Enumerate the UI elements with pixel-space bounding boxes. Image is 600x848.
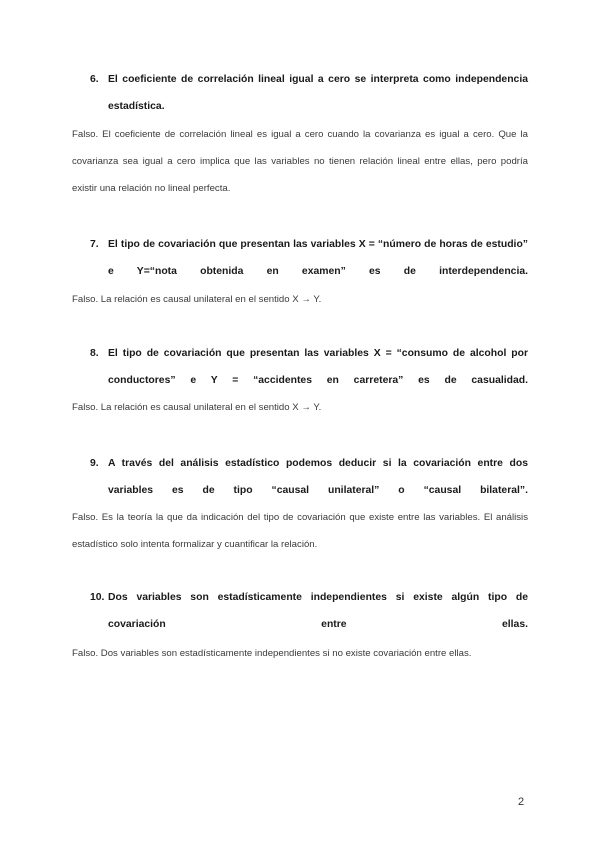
question-number: 7. (90, 239, 99, 250)
question-number: 9. (90, 458, 99, 469)
question-number: 10. (90, 592, 105, 603)
page-number: 2 (518, 796, 525, 808)
question-text: El coeficiente de correlación lineal igual a cero se interpreta como independencia estadística. (108, 74, 528, 112)
question-number: 6. (90, 74, 99, 85)
answer-7: Falso. La relación es causal unilateral en el sentido X → Y. (72, 294, 322, 305)
question-text: Dos variables son estadísticamente independientes si existe algún tipo de covariación entre ellas. (108, 592, 528, 630)
answer-8: Falso. La relación es causal unilateral en el sentido X → Y. (72, 402, 322, 413)
answer-9: Falso. Es la teoría la que da indicación del tipo de covariación que existe entre las variables. El análisis estadístico solo intenta formalizar y cuantificar la relación. (72, 512, 528, 550)
question-text: A través del análisis estadístico podemos deducir si la covariación entre dos variables es de tipo “causal unilateral” o “causal bilateral”. (108, 458, 528, 496)
answer-6: Falso. El coeficiente de correlación lineal es igual a cero cuando la covarianza es igual a cero. Que la covarianza sea igual a cero implica que las variables no tienen relación lineal entre ellas, pero podría existir una relación no lineal perfecta. (72, 129, 528, 194)
question-number: 8. (90, 348, 99, 359)
question-text: El tipo de covariación que presentan las variables X = “consumo de alcohol por conductores” e Y = “accidentes en carretera” es de casualidad. (108, 348, 528, 386)
question-text: El tipo de covariación que presentan las variables X = “número de horas de estudio” e Y=“nota obtenida en examen” es de interdependencia. (108, 239, 528, 277)
answer-10: Falso. Dos variables son estadísticamente independientes si no existe covariación entre ellas. (72, 648, 472, 659)
